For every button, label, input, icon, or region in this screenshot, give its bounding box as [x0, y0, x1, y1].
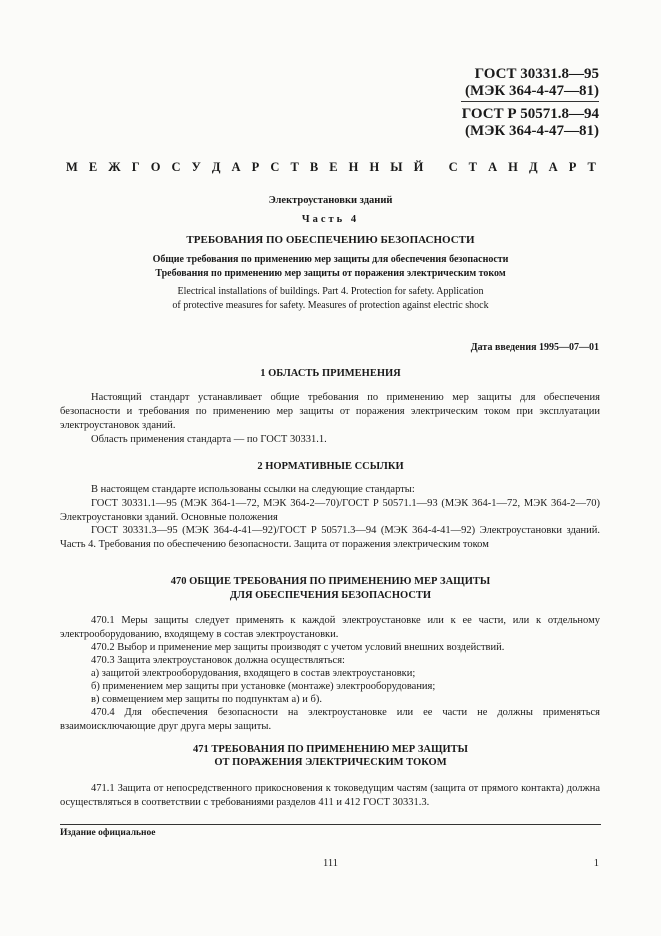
iec-code: (МЭК 364-4-47—81)	[465, 83, 599, 99]
banner-letter: Е	[329, 160, 338, 174]
section-2-heading: 2 НОРМАТИВНЫЕ ССЫЛКИ	[257, 461, 404, 472]
effective-date: Дата введения 1995—07—01	[470, 342, 599, 353]
banner-letter: Т	[468, 160, 478, 174]
banner-letter: Е	[88, 160, 98, 174]
clause-470-3: 470.3 Защита электроустановок должна осуществляться:	[91, 655, 345, 666]
clause-470-2: 470.2 Выбор и применение мер защиты производят с учетом условий внешних воздействий.	[91, 642, 505, 653]
section-1-heading: 1 ОБЛАСТЬ ПРИМЕНЕНИЯ	[260, 368, 401, 379]
banner-letter: Т	[290, 160, 299, 174]
gost-code: ГОСТ 30331.8—95	[474, 66, 599, 82]
clause-471-1: 471.1 Защита от непосредственного прикосновения к токоведущим частям (защита от прямого контакта) должна осуществляться в соответствии с требованиями разделов 411 и 412 ГОСТ 30331.3.	[60, 783, 600, 808]
doc-domain-title: Электроустановки зданий	[268, 195, 393, 206]
footer-divider	[60, 824, 601, 825]
doc-main-title: ТРЕБОВАНИЯ ПО ОБЕСПЕЧЕНИЮ БЕЗОПАСНОСТИ	[186, 234, 475, 246]
banner-letter: В	[309, 160, 319, 174]
banner-letter: Д	[528, 160, 538, 174]
clause-470-3-a: а) защитой электрооборудования, входящего в состав электроустановки;	[91, 668, 416, 679]
section-2-paragraph-1: В настоящем стандарте использованы ссылки на следующие стандарты:	[91, 484, 415, 495]
doc-english-title-1: Electrical installations of buildings. Part 4. Protection for safety. Application	[177, 286, 484, 297]
banner-letter: Т	[587, 160, 596, 174]
official-edition-label: Издание официальное	[60, 828, 156, 838]
banner-letter: Р	[568, 160, 577, 174]
section-470-heading-1: 470 ОБЩИЕ ТРЕБОВАНИЯ ПО ПРИМЕНЕНИЮ МЕР ЗАЩИТЫ	[170, 576, 491, 587]
banner-letter: Ж	[108, 160, 121, 174]
clause-470-3-c: в) совмещением мер защиты по подпунктам а) и б).	[91, 694, 322, 705]
banner-letter: А	[548, 160, 558, 174]
banner-letter: Р	[251, 160, 260, 174]
banner-letter: Н	[508, 160, 518, 174]
section-2-reference-1: ГОСТ 30331.1—95 (МЭК 364-1—72, МЭК 364-2—70)/ГОСТ Р 50571.1—93 (МЭК 364-1—72, МЭК 364-2—70) Электроустановки зданий. Основные положения	[60, 498, 600, 523]
section-2-reference-2: ГОСТ 30331.3—95 (МЭК 364-4-41—92)/ГОСТ Р 50571.3—94 (МЭК 364-4-41—92) Электроустановки зданий. Часть 4. Требования по обеспечению безопасности. Защита от поражения электрическим током	[60, 525, 600, 550]
doc-part: Часть 4	[301, 214, 360, 225]
banner-letter	[434, 160, 437, 175]
banner-letter: Н	[369, 160, 380, 174]
clause-470-3-b: б) применением мер защиты при установке (монтаже) электрооборудования;	[91, 681, 436, 692]
banner-letter: Ы	[390, 160, 403, 174]
banner-letter: Д	[211, 160, 221, 174]
sheet-number: 1	[593, 858, 599, 869]
banner-letter: У	[191, 160, 201, 174]
banner-letter: С	[448, 160, 458, 174]
banner-letter: С	[270, 160, 280, 174]
banner-letter: М	[66, 160, 78, 174]
banner-letter: А	[231, 160, 241, 174]
clause-470-4: 470.4 Для обеспечения безопасности на электроустановке или ее части не должны применяться взаимоисключающие друг друга меры защиты.	[60, 707, 600, 732]
gost-designation-2	[462, 106, 599, 140]
interstate-standard-banner	[66, 160, 596, 175]
iec-code-2: (МЭК 364-4-47—81)	[465, 123, 599, 139]
banner-letter: С	[171, 160, 181, 174]
doc-english-title-2: of protective measures for safety. Measures of protection against electric shock	[172, 300, 489, 311]
page-number: 111	[323, 858, 338, 869]
banner-letter: Г	[131, 160, 140, 174]
gost-divider	[461, 101, 599, 102]
doc-subtitle-2: Требования по применению мер защиты от поражения электрическим током	[155, 268, 506, 279]
banner-letter: Й	[413, 160, 424, 174]
section-1-paragraph-2: Область применения стандарта — по ГОСТ 30331.1.	[91, 434, 327, 445]
clause-470-1: 470.1 Меры защиты следует применять к каждой электроустановке или к ее части, или к отдельному электрооборудованию, входящему в состав электроустановки.	[60, 615, 600, 640]
banner-letter: А	[488, 160, 498, 174]
section-470-heading-2: ДЛЯ ОБЕСПЕЧЕНИЯ БЕЗОПАСНОСТИ	[229, 590, 432, 601]
gost-designation-1	[465, 66, 599, 100]
gost-r-code: ГОСТ Р 50571.8—94	[461, 106, 599, 122]
section-1-paragraph-1: Настоящий стандарт устанавливает общие требования по применению мер защиты для обеспечения безопасности и требования по применению мер защиты от поражения электрическим током при эксплуатации электроустановок зданий.	[60, 392, 600, 431]
banner-letter: Н	[348, 160, 359, 174]
banner-letter: О	[150, 160, 161, 174]
section-471-heading-2: ОТ ПОРАЖЕНИЯ ЭЛЕКТРИЧЕСКИМ ТОКОМ	[214, 757, 447, 768]
section-471-heading-1: 471 ТРЕБОВАНИЯ ПО ПРИМЕНЕНИЮ МЕР ЗАЩИТЫ	[193, 744, 468, 755]
doc-subtitle-1: Общие требования по применению мер защиты для обеспечения безопасности	[152, 254, 509, 265]
